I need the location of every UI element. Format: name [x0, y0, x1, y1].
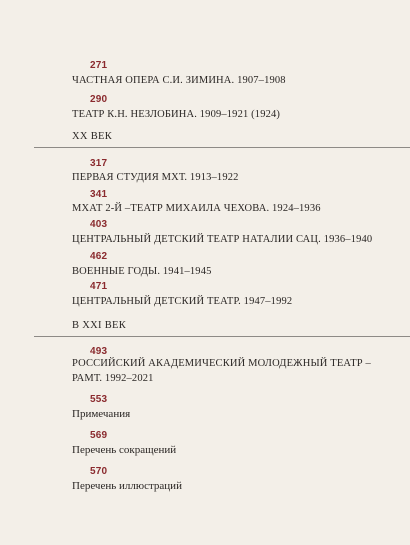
section-rule	[34, 147, 410, 148]
page-number: 553	[90, 394, 108, 405]
toc-entry-title: Перечень иллюстраций	[72, 480, 182, 492]
page-number: 493	[90, 346, 108, 357]
toc-entry-title: ТЕАТР К.Н. НЕЗЛОБИНА. 1909–1921 (1924)	[72, 109, 281, 120]
page-number: 317	[90, 158, 108, 169]
page-number: 403	[90, 219, 108, 230]
toc-entry-title: ПЕРВАЯ СТУДИЯ МХТ. 1913–1922	[72, 172, 239, 183]
section-heading: XX ВЕК	[72, 131, 113, 142]
page-number: 271	[90, 60, 108, 71]
page-number: 570	[90, 466, 108, 477]
page-number: 462	[90, 251, 108, 262]
toc-entry-title: ВОЕННЫЕ ГОДЫ. 1941–1945	[72, 266, 212, 277]
toc-entry-title: Перечень сокращений	[72, 444, 177, 456]
toc-entry-title: ЦЕНТРАЛЬНЫЙ ДЕТСКИЙ ТЕАТР. 1947–1992	[72, 296, 293, 307]
section-heading: В XXI ВЕК	[72, 320, 127, 331]
section-rule	[34, 336, 410, 337]
page-number: 471	[90, 281, 108, 292]
toc-entry-title: РОССИЙСКИЙ АКАДЕМИЧЕСКИЙ МОЛОДЕЖНЫЙ ТЕАТР – РАМТ. 1992–2021	[72, 358, 371, 384]
page-number: 569	[90, 430, 108, 441]
toc-entry-title: ЧАСТНАЯ ОПЕРА С.И. ЗИМИНА. 1907–1908	[72, 75, 286, 86]
page-number: 290	[90, 94, 108, 105]
page-number: 341	[90, 189, 108, 200]
toc-entry-title: Примечания	[72, 408, 131, 420]
toc-entry-title: МХАТ 2-Й –ТЕАТР МИХАИЛА ЧЕХОВА. 1924–1936	[72, 203, 321, 214]
toc-entry-title: ЦЕНТРАЛЬНЫЙ ДЕТСКИЙ ТЕАТР НАТАЛИИ САЦ. 1936–1940	[72, 234, 373, 245]
